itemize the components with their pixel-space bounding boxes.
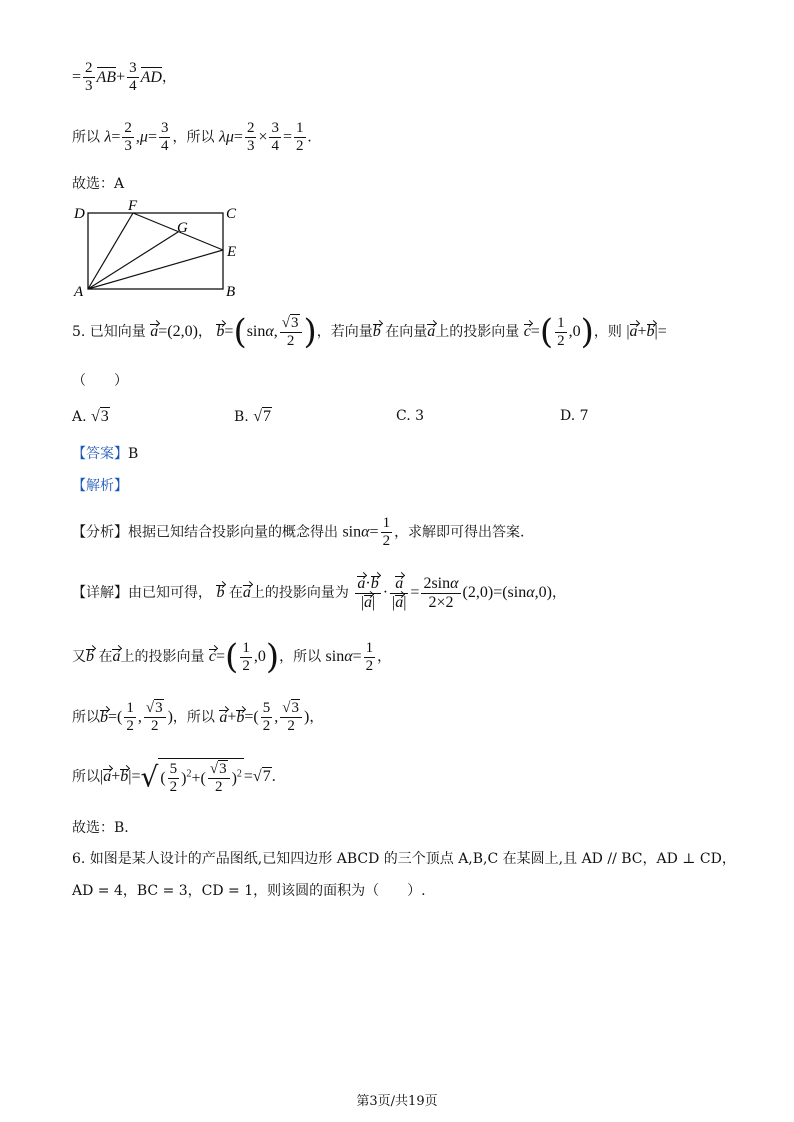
label-f: F bbox=[128, 200, 138, 214]
answer-line: 【答案】B bbox=[72, 446, 139, 462]
xiangjie-line: 【详解】由已知可得， b 在a上的投影向量为 $\frac{a\cdot b}{|a|}$ · $\frac{a}{|a|}$ = $\frac{2\sin\alpha}{2\times 2}$ (2,0)=(sinα,0)， bbox=[72, 575, 566, 611]
label-c: C bbox=[226, 206, 237, 222]
label-d: D bbox=[74, 206, 85, 222]
question-5-stem: 5. 已知向量 a=(2,0)， b=(sinα, $\frac{√3}{2}$ )，若向量b 在向量a上的投影向量 c=( $\frac{1}{2}$ ,0)，则 |a+b|= bbox=[72, 312, 667, 352]
option-d: D. 7 bbox=[560, 408, 589, 424]
option-b: B. √7 bbox=[234, 408, 271, 425]
option-c: C. 3 bbox=[396, 408, 425, 424]
label-a: A bbox=[74, 284, 84, 300]
solution-line-1: = $\frac{2}{3}$ AB+ $\frac{3}{4}$ AD， bbox=[72, 60, 176, 94]
solution-line-2: 所以 λ= $\frac{2}{3}$ ,μ= $\frac{3}{4}$ ，所以 λμ= $\frac{2}{3}$ × $\frac{3}{4}$ = $\frac{1}{2}$ . bbox=[72, 120, 312, 154]
you-line: 又b 在a上的投影向量 c=( $\frac{1}{2}$ ,0)，所以 sinα= $\frac{1}{2}$ ， bbox=[72, 637, 392, 677]
segment-ag bbox=[88, 232, 178, 289]
suoyi-line-1: 所以b=( $\frac{1}{2}$ , $\frac{√3}{2}$ )，所以 a+b=( $\frac{5}{2}$ , $\frac{√3}{2}$ )， bbox=[72, 700, 324, 734]
fenxi-line: 【分析】根据已知结合投影向量的概念得出 sinα= $\frac{1}{2}$ ，求解即可得出答案. bbox=[72, 515, 525, 549]
label-b: B bbox=[226, 284, 236, 300]
question-6-line-1: 6. 如图是某人设计的产品图纸,已知四边形 ABCD 的三个顶点 A,B,C 在某圆上,且 AD // BC，AD ⊥ CD， bbox=[72, 851, 736, 867]
choose-a-line: 故选：A bbox=[72, 176, 125, 192]
question-6-line-2: AD = 4，BC = 3，CD = 1，则该圆的面积为（ ）. bbox=[72, 883, 426, 899]
choose-b-line: 故选：B. bbox=[72, 820, 129, 836]
question-5-paren: （ ） bbox=[72, 373, 128, 389]
suoyi-line-2: 所以|a+b|=√ ( $\frac{5}{2}$ )$^2$+( $\frac{√3}{2}$ )$^2$ =√7. bbox=[72, 758, 276, 796]
page-footer: 第3页/共19页 bbox=[356, 1094, 438, 1109]
answer-tag: 【答案】 bbox=[72, 446, 128, 462]
option-a: A. √3 bbox=[72, 408, 109, 425]
rectangle-figure bbox=[70, 200, 250, 300]
rectangle-abcd bbox=[88, 213, 223, 289]
label-g: G bbox=[177, 220, 188, 236]
jiexi-tag: 【解析】 bbox=[72, 478, 128, 494]
label-e: E bbox=[227, 244, 237, 260]
